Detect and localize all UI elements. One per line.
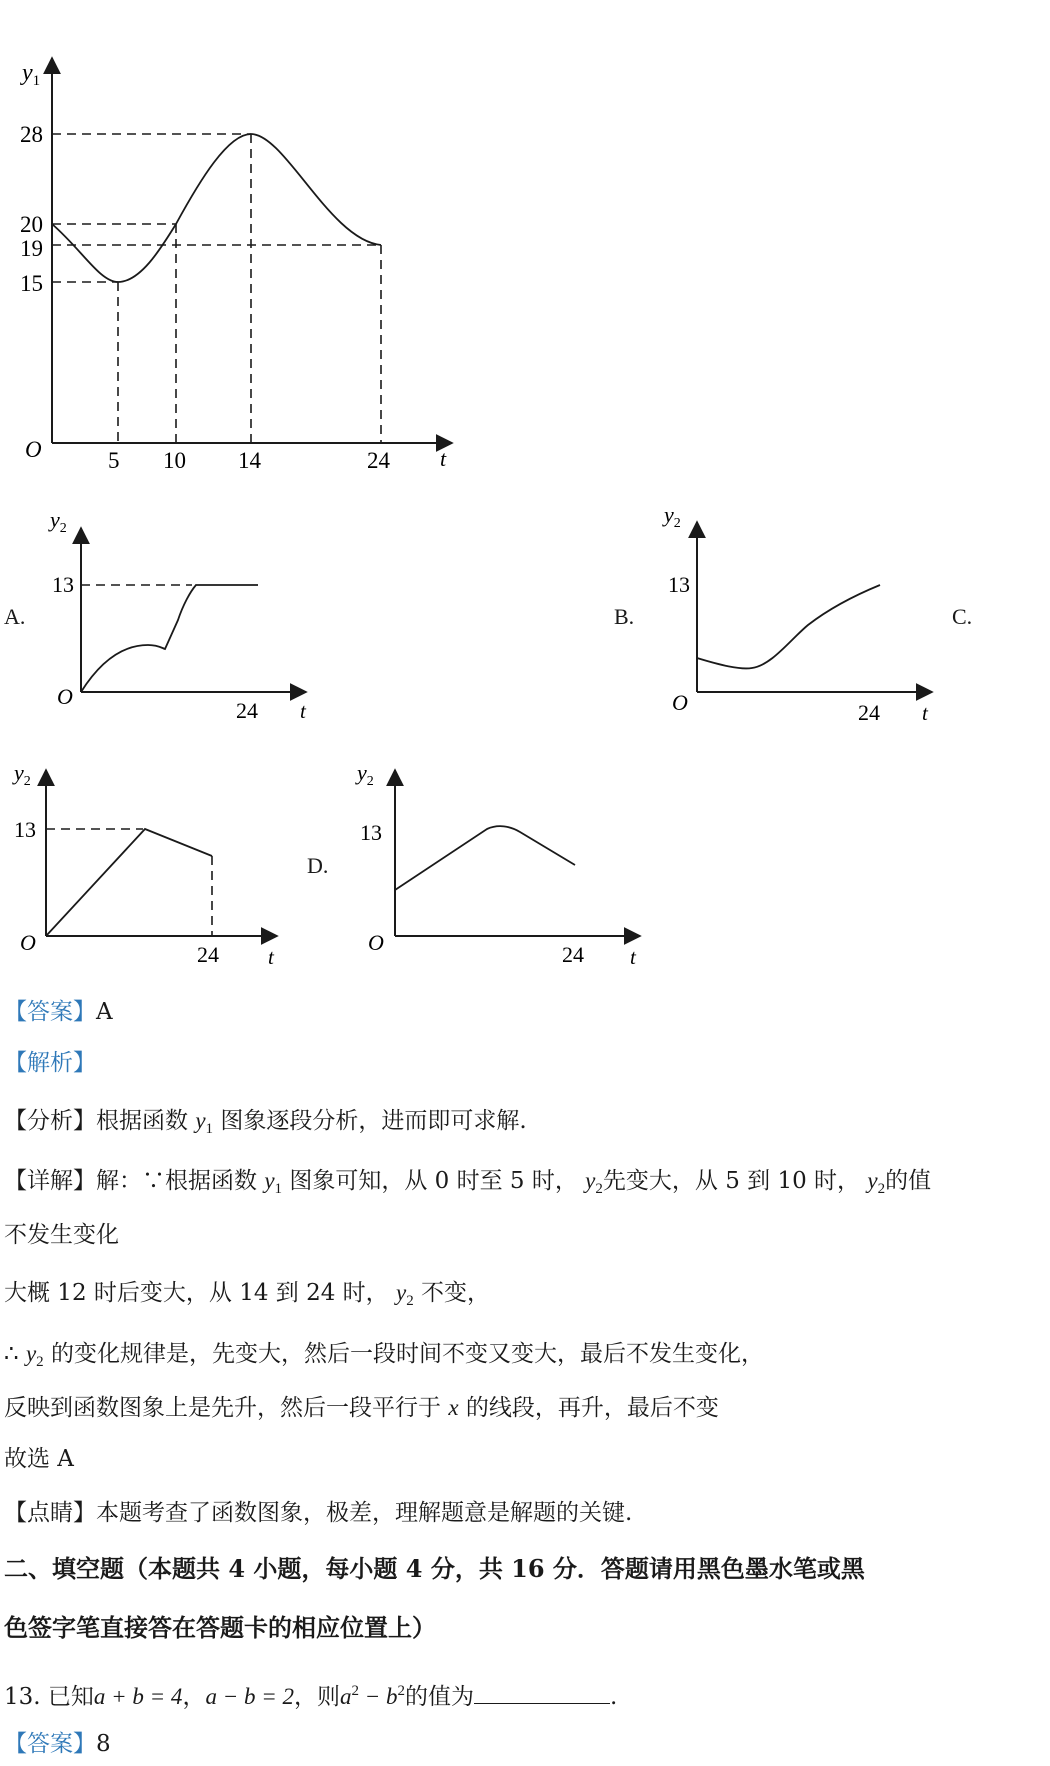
main-x-tick-10: 10 bbox=[163, 448, 186, 473]
fenxi-line: 【分析】根据函数 $y_1$ 图象逐段分析，进而即可求解. bbox=[4, 1108, 527, 1137]
svg-text:y2: $y_2$ bbox=[664, 502, 681, 531]
q13-eq2: a − b = 2 bbox=[205, 1684, 294, 1709]
detail-line-4: ∴ $y_2$ 的变化规律是，先变大，然后一段时间不变又变大，最后不发生变化， bbox=[4, 1341, 764, 1370]
main-y-tick-19: 19 bbox=[20, 236, 43, 261]
option-a-letter: A. bbox=[4, 604, 26, 629]
svg-text:24: 24 bbox=[562, 942, 584, 967]
main-y-tick-20: 20 bbox=[20, 212, 43, 237]
fenxi-tag: 【分析】 bbox=[4, 1108, 96, 1134]
option-b-curve bbox=[697, 585, 880, 668]
main-y-tick-15: 15 bbox=[20, 271, 43, 296]
option-b-letter: B. bbox=[614, 604, 635, 629]
detail-line-3: 大概 12 时后变大，从 14 到 24 时， $y_2$ 不变， bbox=[4, 1280, 491, 1309]
svg-text:13: 13 bbox=[14, 817, 36, 842]
svg-text:t: t bbox=[300, 699, 306, 723]
main-x-label: t bbox=[440, 446, 447, 471]
option-c-graph bbox=[12, 760, 277, 969]
q13-answer-blank bbox=[474, 1681, 610, 1704]
answer-value: A bbox=[96, 999, 113, 1025]
answer-tag: 【答案】 bbox=[4, 999, 96, 1025]
svg-text:t: t bbox=[268, 945, 274, 969]
answer13-value: 8 bbox=[96, 1731, 111, 1757]
question-13: 13. 已知a + b = 4，a − b = 2，则$a^2 - b^2$的值为 . bbox=[4, 1683, 618, 1710]
main-x-tick-5: 5 bbox=[108, 448, 120, 473]
svg-text:t: t bbox=[630, 945, 636, 969]
main-x-tick-24: 24 bbox=[367, 448, 390, 473]
svg-text:24: 24 bbox=[858, 700, 880, 725]
svg-text:24: 24 bbox=[197, 942, 219, 967]
option-b-graph bbox=[662, 502, 932, 725]
section-heading-line-2: 色签字笔直接答在答题卡的相应位置上） bbox=[4, 1613, 436, 1642]
option-a-graph bbox=[48, 507, 307, 723]
svg-text:O: O bbox=[20, 930, 36, 955]
svg-text:O: O bbox=[672, 690, 688, 715]
main-guide-lines bbox=[52, 134, 381, 443]
svg-text:y2: $y_2$ bbox=[14, 760, 31, 789]
analysis-tag: 【解析】 bbox=[4, 1050, 96, 1076]
svg-text:y2: $y_2$ bbox=[50, 507, 67, 536]
option-c-curve bbox=[46, 829, 212, 936]
svg-text:13: 13 bbox=[668, 572, 690, 597]
dianjing-line: 【点睛】本题考查了函数图象，极差，理解题意是解题的关键. bbox=[4, 1500, 633, 1526]
option-d-curve bbox=[395, 826, 575, 890]
svg-text:13: 13 bbox=[360, 820, 382, 845]
answer-line bbox=[4, 996, 113, 1028]
detail-line-6: 故选 A bbox=[4, 1446, 74, 1472]
svg-text:t: t bbox=[922, 701, 928, 725]
main-origin: O bbox=[25, 437, 42, 462]
main-curve-y1 bbox=[52, 134, 381, 282]
detail-line-2: 不发生变化 bbox=[4, 1222, 119, 1248]
option-c-letter: C. bbox=[952, 604, 973, 629]
q13-expr: $a^2 - b^2$ bbox=[339, 1683, 406, 1709]
main-function-graph bbox=[20, 58, 452, 473]
svg-text:O: O bbox=[368, 930, 384, 955]
main-y-label: $y_1$ bbox=[22, 60, 41, 89]
svg-text:y2: $y_2$ bbox=[357, 760, 374, 789]
svg-text:O: O bbox=[57, 684, 73, 709]
svg-text:24: 24 bbox=[236, 698, 258, 723]
option-a-curve bbox=[81, 585, 258, 692]
option-d-graph bbox=[355, 760, 640, 969]
svg-text:13: 13 bbox=[52, 572, 74, 597]
dianjing-tag: 【点睛】 bbox=[4, 1500, 96, 1526]
answer13-line bbox=[4, 1728, 111, 1760]
main-x-tick-14: 14 bbox=[238, 448, 261, 473]
section-heading-line-1: 二、填空题（本题共 4 小题，每小题 4 分，共 16 分．答题请用黑色墨水笔或黑 bbox=[4, 1554, 865, 1583]
detail-line-5: 反映到函数图象上是先升，然后一段平行于 x 的线段，再升，最后不变 bbox=[4, 1395, 719, 1421]
answer13-tag: 【答案】 bbox=[4, 1731, 96, 1757]
option-d-letter: D. bbox=[307, 853, 329, 878]
q13-eq1: a + b = 4 bbox=[93, 1684, 183, 1709]
detail-line-1: 【详解】解：∵根据函数 $y_1$ 图象可知，从 0 时至 5 时， $y_2$先变大，从 5 到 10 时， $y_2$的值 bbox=[4, 1168, 932, 1197]
detail-tag: 【详解】 bbox=[4, 1168, 96, 1194]
main-y-tick-28: 28 bbox=[20, 122, 43, 147]
